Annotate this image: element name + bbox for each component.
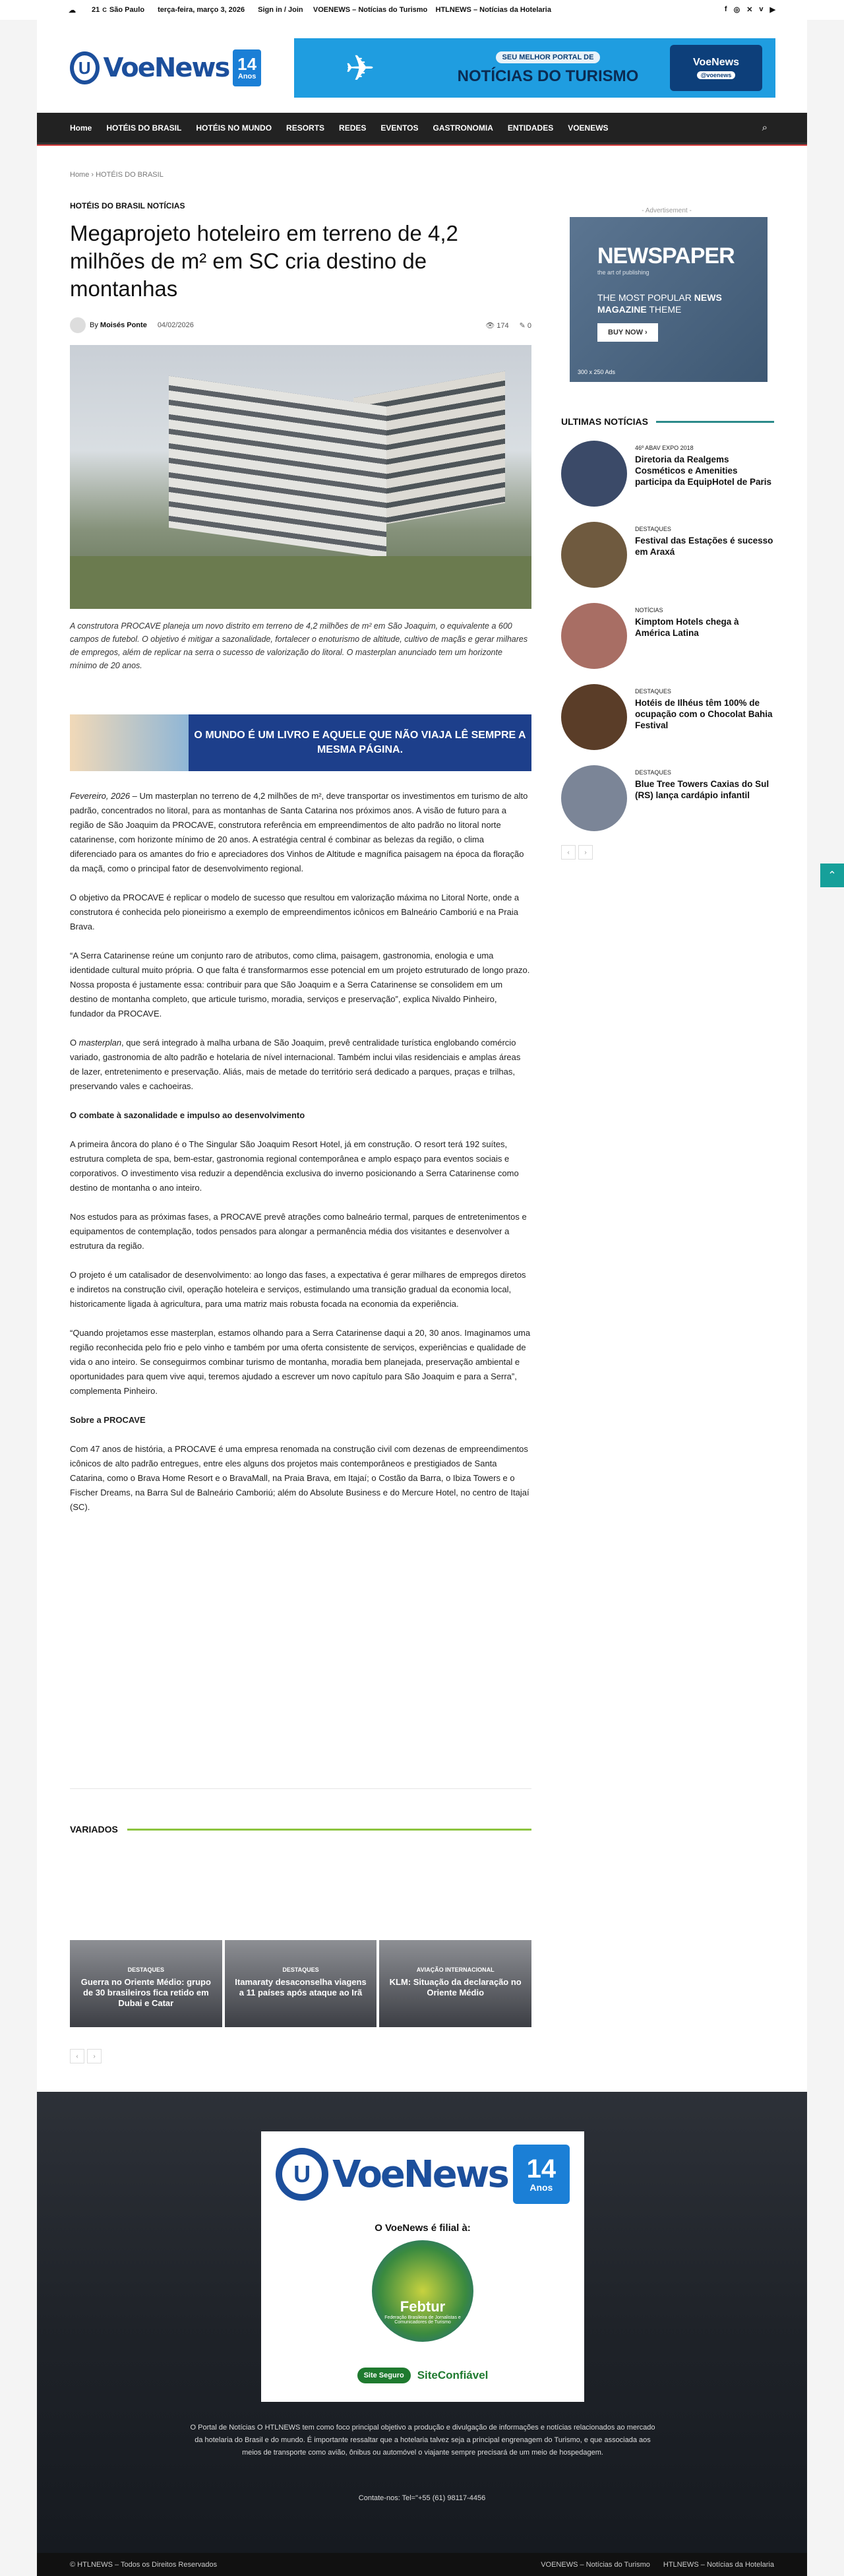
news-category: DESTAQUES	[635, 769, 671, 776]
seal-name: Febtur	[400, 2298, 446, 2315]
bottom-bar	[37, 2553, 807, 2576]
logo-mark: U	[70, 51, 100, 84]
news-title: Festival das Estações é sucesso em Araxá	[635, 536, 773, 557]
youtube-icon[interactable]: ▶	[769, 6, 775, 14]
paragraph-text: , que será integrado à malha urbana de São Joaquim, prevê centralidade turística englobando comércio variado, gastronomia de alto padrão e hotelaria de nível internacional. Também inclui vilas residenciais e amplas áreas de lazer, entretenimento e preservação. Aliás, mais de metade do território será dedicado a parques, praças e trilhas, preservando vales e cachoeiras.	[70, 1038, 521, 1091]
buy-now-button[interactable]: BUY NOW ›	[597, 323, 658, 342]
htlnews-top-link[interactable]: HTLNEWS – Notícias da Hotelaria	[435, 6, 551, 14]
site-logo[interactable]	[70, 46, 261, 90]
comments[interactable]	[520, 321, 531, 330]
news-title: Hotéis de Ilhéus têm 100% de ocupação com o Chocolat Bahia Festival	[635, 698, 773, 730]
banner-title: NOTÍCIAS DO TURISMO	[457, 67, 639, 85]
paragraph	[70, 1036, 531, 1094]
article-date: 04/02/2026	[157, 321, 194, 329]
badge-number: 14	[526, 2154, 557, 2183]
article-title: Megaprojeto hoteleiro em terreno de 4,2 milhões de m² em SC cria destino de montanhas	[70, 221, 458, 301]
signin-link[interactable]: Sign in / Join	[258, 6, 303, 14]
article-body	[70, 789, 531, 1529]
image-caption: A construtora PROCAVE planeja um novo distrito em terreno de 4,2 milhões de m² em São Joaquim, o equivalente a 600 campos de futebol. O objetivo é mitigar a sazonalidade, fortalecer o enoturismo de altitude, cultivo de maçãs e gerar milhares de empregos, além de replicar na serra o sucesso de valorização do litoral. O masterplan anunciado tem um horizonte mínimo de 20 anos.	[70, 621, 528, 670]
badge-number: 14	[237, 54, 257, 74]
banner-handle: @voenews	[697, 71, 736, 79]
grass	[70, 556, 531, 609]
eye-icon: 👁	[485, 321, 495, 330]
building-left	[169, 376, 386, 558]
paragraph: O objetivo da PROCAVE é replicar o modelo de sucesso que resultou em valorização máxima no Litoral Norte, onde a construtora é conhecida pelo pioneirismo a exemplo de empreendimentos icônicos em Balneário Camboriú e na Praia Brava.	[70, 893, 520, 931]
vimeo-icon[interactable]: v	[759, 5, 764, 13]
paragraph	[70, 789, 531, 876]
banner-small: SEU MELHOR PORTAL DE	[496, 51, 601, 63]
news-title: Blue Tree Towers Caxias do Sul (RS) lança cardápio infantil	[635, 779, 769, 800]
ultimas-title: ULTIMAS NOTÍCIAS	[561, 416, 648, 427]
news-item[interactable]	[561, 684, 774, 750]
news-title: Diretoria da Realgems Cosméticos e Amenities participa da EquipHotel de Paris	[635, 455, 772, 487]
news-item[interactable]	[561, 603, 774, 669]
card-category: AVIAÇÃO INTERNACIONAL	[416, 1966, 495, 1973]
copyright: © HTLNEWS – Todos os Direitos Reservados	[70, 2560, 218, 2569]
filial-text: O VoeNews é filial à:	[375, 2222, 471, 2234]
paragraph-text: O	[70, 1038, 79, 1048]
footer	[37, 2092, 807, 2553]
ad-size: 300 x 250 Ads	[578, 369, 616, 375]
footer-voenews-link[interactable]: VOENEWS – Notícias do Turismo	[541, 2560, 650, 2569]
news-thumb	[561, 684, 627, 750]
nav-entidades[interactable]: ENTIDADES	[507, 123, 554, 133]
footer-about: O Portal de Notícias O HTLNEWS tem como foco principal objetivo a produção e divulgação de informações e notícias relacionados ao mercado da hotelaria do Brasil e do mundo. É importante ressaltar que a hotelaria talvez seja a principal engrenagem do Turismo, e que associada aos meios de transporte como avião, ônibus ou automóvel o viajante sempre precisará de um meio de hospedagem.	[190, 2424, 655, 2457]
back-to-top-button[interactable]: ⌃	[820, 864, 844, 887]
instagram-icon[interactable]: ◎	[733, 6, 740, 14]
emphasis: masterplan	[78, 1038, 122, 1048]
ad-msg-2: NEWS	[694, 292, 722, 303]
news-category: 46º ABAV EXPO 2018	[635, 445, 694, 451]
logo-badge	[513, 2145, 570, 2204]
accent-line	[656, 421, 774, 423]
paragraph: A primeira âncora do plano é o The Singular São Joaquim Resort Hotel, já em construção. O resort terá 192 suítes, estrutura completa de spa, bem-estar, gastronomia regional contemporânea e amplo espaço para eventos sociais e corporativos. O investimento visa reduzir a dependência exclusiva do inverno posicionando a Serra Catarinense como destino de montanha o ano inteiro.	[70, 1139, 519, 1193]
next-button[interactable]: ›	[578, 845, 593, 860]
paragraph: Com 47 anos de história, a PROCAVE é uma empresa renomada na construção civil com dezenas de empreendimentos icônicos de alto padrão entregues, entre eles alguns dos projetos mais contemporâneos e prestigiados de Santa Catarina, como o Brava Home Resort e o BravaMall, na Praia Brava, em Itajaí; o Costão da Barra, o Ibiza Towers e o Fischer Dreams, na Barra Sul de Balneário Camboriú; além do Absolute Business e do Mercure Hotel, no centro de Itajaí (SC).	[70, 1444, 529, 1512]
site-header	[37, 20, 807, 112]
footer-logo[interactable]	[261, 2138, 584, 2211]
search-icon[interactable]: ⌕	[762, 122, 768, 133]
sidebar-ad[interactable]	[570, 217, 768, 382]
divider	[70, 1788, 531, 1789]
nav-resorts[interactable]: RESORTS	[286, 123, 325, 133]
plane-icon: ✈	[345, 48, 375, 88]
news-item[interactable]	[561, 441, 774, 507]
logo-word: VoeNews	[103, 53, 229, 83]
cloud-icon: ☁	[69, 6, 76, 15]
x-icon[interactable]: ✕	[746, 6, 753, 14]
variados-card[interactable]	[379, 1940, 531, 2027]
news-title: Kimptom Hotels chega à América Latina	[635, 617, 739, 638]
voenews-top-link[interactable]: VOENEWS – Notícias do Turismo	[313, 6, 428, 14]
paragraph: O projeto é um catalisador de desenvolvimento: ao longo das fases, a expectativa é gerar milhares de empregos diretos e indiretos na construção civil, operação hoteleira e serviços, estimulando uma transição gradual da economia local, historicamente ligada à agricultura, para uma matriz mais robusta focada na economia da experiência.	[70, 1270, 526, 1309]
banner-brand-name: VoeNews	[693, 57, 739, 68]
current-date: terça-feira, março 3, 2026	[158, 6, 245, 14]
section-heading: Sobre a PROCAVE	[70, 1415, 146, 1425]
weather	[69, 6, 144, 15]
paragraph: “A Serra Catarinense reúne um conjunto raro de atributos, como clima, paisagem, gastronomia, enologia e uma identidade cultural muito própria. O que falta é transformarmos esse potencial em um projeto estruturado de longo prazo. Nossa proposta é justamente essa: contribuir para que São Joaquim e a Serra Catarinense se consolidem em um destino de montanha completo, que articule turismo, moradia, serviços e preservação”, explica Nivaldo Pinheiro, fundador da PROCAVE.	[70, 951, 530, 1019]
ad-label: - Advertisement -	[642, 207, 692, 214]
news-thumb	[561, 441, 627, 507]
ultimas-header	[561, 416, 774, 427]
social-links	[725, 5, 775, 14]
header-banner-ad[interactable]	[294, 38, 775, 98]
comments-count: 0	[527, 321, 531, 330]
sidebar-pager	[561, 845, 593, 860]
nav-hoteis-brasil[interactable]: HOTÉIS DO BRASIL	[106, 123, 182, 133]
nav-gastronomia[interactable]: GASTRONOMIA	[433, 123, 493, 133]
febtur-seal[interactable]	[372, 2240, 473, 2342]
variados-pager	[70, 2049, 102, 2063]
breadcrumb[interactable]: Home › HOTÉIS DO BRASIL	[70, 171, 164, 179]
ad-msg-4: THEME	[649, 304, 682, 315]
top-bar	[0, 0, 844, 20]
nav-redes[interactable]: REDES	[339, 123, 367, 133]
paragraph: Nos estudos para as próximas fases, a PROCAVE prevê atrações como balneário termal, parques de entretenimentos e equipamentos de contemplação, todos pensados para alongar a permanência média dos visitantes e desenvolver a estrutura da região.	[70, 1212, 527, 1251]
views	[485, 321, 508, 330]
temperature: 21	[92, 6, 100, 14]
news-item[interactable]	[561, 522, 774, 588]
site-seguro: Site Seguro	[357, 2368, 411, 2383]
accent-line	[127, 1829, 531, 1831]
logo-badge	[233, 49, 261, 86]
news-item[interactable]	[561, 765, 774, 831]
site-confiavel: SiteConfiável	[417, 2369, 489, 2381]
prev-button[interactable]: ‹	[561, 845, 576, 860]
ad-photo	[70, 714, 189, 771]
paragraph: “Quando projetamos esse masterplan, estamos olhando para a Serra Catarinense daqui a 20, 30 anos. Imaginamos uma região reconhecida pelo frio e pelo vinho e também por uma oferta consistente de serviços, experiências e qualidade de vida o ano inteiro. Se conseguirmos combinar turismo de montanha, moradia bem planejada, preservação ambiental e oportunidades para quem vive aqui, teremos ajudado a escrever um novo capítulo para São Joaquim e para a Serra”, complementa Pinheiro.	[70, 1328, 531, 1396]
hero-image	[70, 345, 531, 609]
lead-date: Fevereiro, 2026	[70, 791, 131, 801]
ad-msg-3: MAGAZINE	[597, 304, 647, 315]
city: São Paulo	[109, 6, 145, 14]
nav-home[interactable]: Home	[70, 123, 92, 133]
card-category: DESTAQUES	[127, 1966, 164, 1973]
news-thumb	[561, 765, 627, 831]
ad-message	[597, 292, 740, 315]
seal-sub: Federação Brasileira de Jornalistas e Comunicadores de Turismo	[384, 2315, 461, 2325]
footer-contact: Contate-nos: Tel="+55 (61) 98117-4456	[358, 2494, 486, 2502]
variados-title: VARIADOS	[70, 1824, 118, 1835]
banner-brand	[670, 45, 762, 91]
main-nav	[37, 113, 807, 144]
news-thumb	[561, 522, 627, 588]
footer-logo-box	[261, 2131, 584, 2402]
by-label: By	[90, 321, 98, 329]
logo-word: VoeNews	[332, 2152, 508, 2196]
variados-card[interactable]	[70, 1940, 222, 2027]
paragraph-text: – Um masterplan no terreno de 4,2 milhões de m², deve transportar os investimentos em turismo de alto padrão, concentrados no litoral, para as montanhas de Santa Catarina nos próximos anos. A visão de futuro para a região de São Joaquim da PROCAVE, construtora referência em empreendimentos de alto padrão no litoral norte catarinense, com horizonte mínimo de 20 anos. A estratégia central é combinar as belezas da região, o clima diferenciado para os amantes do frio e apreciadores dos Vinhos de Altitude e magnífica paisagem na época da floração da maçã, como o principal fator de desenvolvimento regional.	[70, 791, 528, 873]
section-heading: O combate à sazonalidade e impulso ao desenvolvimento	[70, 1110, 305, 1120]
ad-brand: NEWSPAPER	[597, 243, 735, 268]
news-category: DESTAQUES	[635, 688, 671, 695]
news-thumb	[561, 603, 627, 669]
facebook-icon[interactable]: f	[724, 5, 727, 13]
card-category: DESTAQUES	[282, 1966, 319, 1973]
author-link[interactable]: Moisés Ponte	[100, 321, 147, 329]
next-button[interactable]: ›	[87, 2049, 102, 2063]
badge-text: Anos	[237, 73, 256, 80]
nav-eventos[interactable]: EVENTOS	[380, 123, 419, 133]
card-title: Itamaraty desaconselha viagens a 11 países após ataque ao Irã	[235, 1977, 367, 1997]
article-categories[interactable]: HOTÉIS DO BRASIL NOTÍCIAS	[70, 201, 185, 210]
ad-sub: the art of publishing	[597, 269, 649, 276]
nav-voenews[interactable]: VOENEWS	[568, 123, 609, 133]
prev-button[interactable]: ‹	[70, 2049, 84, 2063]
card-title: Guerra no Oriente Médio: grupo de 30 brasileiros fica retido em Dubai e Catar	[80, 1977, 211, 2008]
avatar[interactable]	[70, 317, 86, 333]
temp-unit: C	[102, 7, 107, 13]
badge-text: Anos	[529, 2182, 553, 2193]
news-category: NOTÍCIAS	[635, 607, 663, 613]
ad-text: O MUNDO É UM LIVRO E AQUELE QUE NÃO VIAJA LÊ SEMPRE A MESMA PÁGINA.	[194, 730, 526, 755]
views-count: 174	[497, 321, 509, 330]
site-seguro-badge[interactable]	[330, 2362, 515, 2389]
variados-header	[70, 1821, 531, 1837]
content-area	[37, 146, 807, 2092]
footer-htlnews-link[interactable]: HTLNEWS – Notícias da Hotelaria	[663, 2560, 774, 2569]
variados-card[interactable]	[225, 1940, 377, 2027]
article-meta	[70, 317, 531, 333]
variados-cards	[70, 1940, 531, 2027]
news-category: DESTAQUES	[635, 526, 671, 532]
ad-msg-1: THE MOST POPULAR	[597, 292, 692, 303]
logo-mark: U	[276, 2148, 328, 2201]
nav-hoteis-mundo[interactable]: HOTÉIS NO MUNDO	[196, 123, 272, 133]
card-title: KLM: Situação da declaração no Oriente Médio	[389, 1977, 522, 1997]
comment-icon: ✎	[519, 321, 526, 330]
inline-ad-banner[interactable]	[70, 714, 531, 771]
